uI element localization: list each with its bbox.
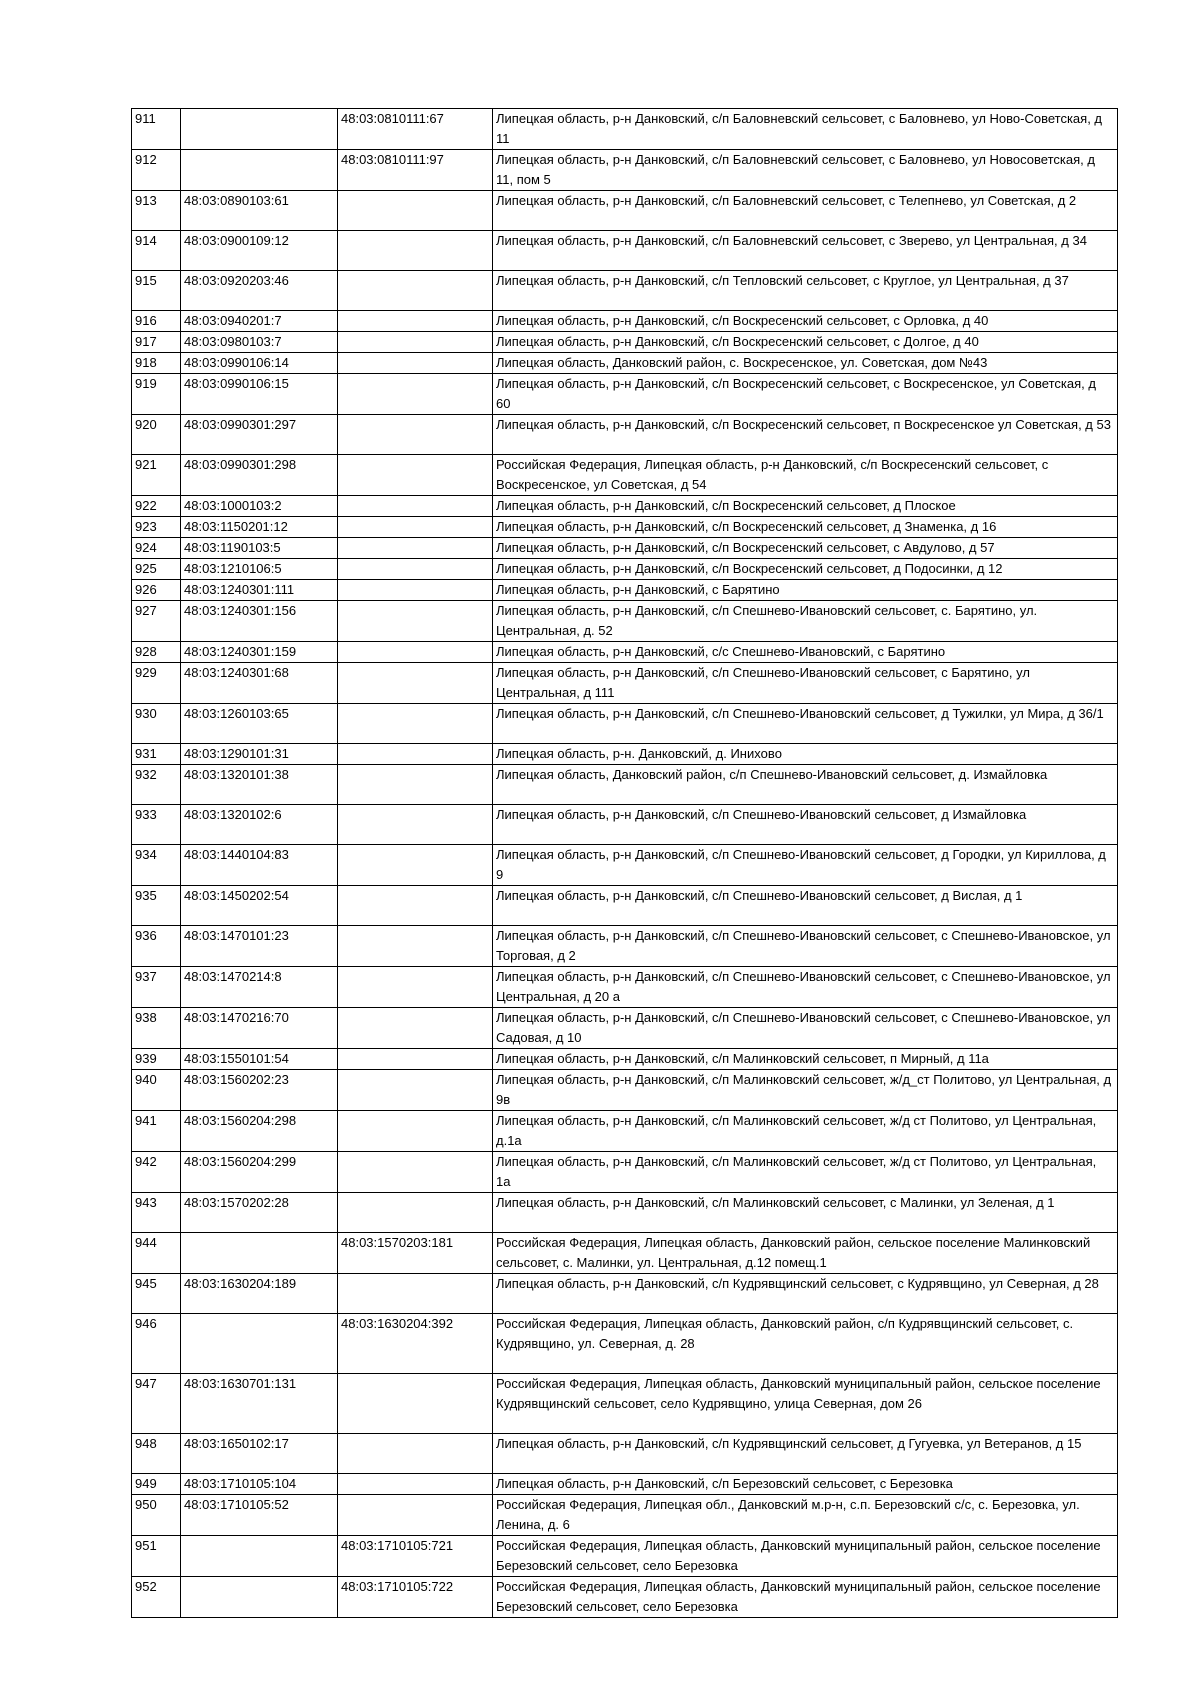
cadastral-number-primary-cell: 48:03:1470101:23 (181, 926, 338, 967)
cadastral-number-secondary-cell (338, 744, 493, 765)
row-number-cell: 934 (132, 845, 181, 886)
table-row (132, 765, 1118, 805)
cadastral-number-secondary-cell (338, 415, 493, 455)
table-row (132, 517, 1118, 538)
address-cell: Липецкая область, р-н Данковский, с/п Баловневский сельсовет, с Баловнево, ул Новосоветская, д 11, пом 5 (493, 150, 1118, 191)
address-cell: Липецкая область, р-н Данковский, с/п Баловневский сельсовет, с Зверево, ул Центральная, д 34 (493, 231, 1118, 271)
cadastral-number-primary-cell (181, 1536, 338, 1577)
cadastral-number-primary-cell: 48:03:1210106:5 (181, 559, 338, 580)
address-cell: Российская Федерация, Липецкая обл., Данковский м.р-н, с.п. Березовский с/с, с. Березовка, ул. Ленина, д. 6 (493, 1495, 1118, 1536)
row-number-cell: 915 (132, 271, 181, 311)
address-cell: Российская Федерация, Липецкая область, Данковский муниципальный район, сельское поселение Березовский сельсовет, село Березовка (493, 1577, 1118, 1618)
row-number-cell: 924 (132, 538, 181, 559)
address-cell: Липецкая область, р-н Данковский, с/п Спешнево-Ивановский сельсовет, с Спешнево-Ивановское, ул Садовая, д 10 (493, 1008, 1118, 1049)
address-cell: Российская Федерация, Липецкая область, Данковский район, с/п Кудрявщинский сельсовет, с. Кудрявщино, ул. Северная, д. 28 (493, 1314, 1118, 1374)
cadastral-number-primary-cell: 48:03:0990106:15 (181, 374, 338, 415)
cadastral-number-secondary-cell (338, 496, 493, 517)
address-cell: Липецкая область, р-н Данковский, с/п Воскресенский сельсовет, с Орловка, д 40 (493, 311, 1118, 332)
cadastral-number-primary-cell: 48:03:1000103:2 (181, 496, 338, 517)
table-row (132, 1314, 1118, 1374)
table-row (132, 496, 1118, 517)
cadastral-number-secondary-cell (338, 1193, 493, 1233)
table-row (132, 271, 1118, 311)
cadastral-number-primary-cell: 48:03:0990106:14 (181, 353, 338, 374)
cadastral-number-primary-cell: 48:03:1630701:131 (181, 1374, 338, 1434)
cadastral-number-secondary-cell (338, 1434, 493, 1474)
address-cell: Липецкая область, р-н Данковский, с/п Воскресенский сельсовет, с Авдулово, д 57 (493, 538, 1118, 559)
row-number-cell: 951 (132, 1536, 181, 1577)
cadastral-number-primary-cell: 48:03:0980103:7 (181, 332, 338, 353)
table-row (132, 967, 1118, 1008)
cadastral-number-primary-cell: 48:03:0890103:61 (181, 191, 338, 231)
cadastral-number-primary-cell: 48:03:1440104:83 (181, 845, 338, 886)
address-cell: Липецкая область, р-н Данковский, с/п Березовский сельсовет, с Березовка (493, 1474, 1118, 1495)
row-number-cell: 939 (132, 1049, 181, 1070)
cadastral-number-secondary-cell (338, 1152, 493, 1193)
table-row (132, 663, 1118, 704)
cadastral-number-secondary-cell (338, 886, 493, 926)
cadastral-number-primary-cell: 48:03:1320101:38 (181, 765, 338, 805)
table-row (132, 374, 1118, 415)
cadastral-number-secondary-cell (338, 765, 493, 805)
table-row (132, 1434, 1118, 1474)
row-number-cell: 946 (132, 1314, 181, 1374)
cadastral-number-secondary-cell: 48:03:1710105:721 (338, 1536, 493, 1577)
address-cell: Липецкая область, р-н Данковский, с/п Малинковский сельсовет, ж/д ст Политово, ул Центральная, 1а (493, 1152, 1118, 1193)
cadastral-number-secondary-cell (338, 353, 493, 374)
cadastral-number-primary-cell: 48:03:0920203:46 (181, 271, 338, 311)
cadastral-number-secondary-cell (338, 1070, 493, 1111)
table-row (132, 332, 1118, 353)
row-number-cell: 942 (132, 1152, 181, 1193)
cadastral-number-primary-cell: 48:03:1240301:68 (181, 663, 338, 704)
row-number-cell: 920 (132, 415, 181, 455)
cadastral-number-primary-cell (181, 1233, 338, 1274)
cadastral-number-primary-cell: 48:03:1560202:23 (181, 1070, 338, 1111)
row-number-cell: 932 (132, 765, 181, 805)
cadastral-number-primary-cell: 48:03:0990301:298 (181, 455, 338, 496)
cadastral-number-secondary-cell (338, 538, 493, 559)
table-row (132, 580, 1118, 601)
table-row (132, 926, 1118, 967)
row-number-cell: 923 (132, 517, 181, 538)
cadastral-number-secondary-cell: 48:03:0810111:67 (338, 109, 493, 150)
table-row (132, 1152, 1118, 1193)
row-number-cell: 914 (132, 231, 181, 271)
address-cell: Липецкая область, р-н Данковский, с/п Спешнево-Ивановский сельсовет, д Тужилки, ул Мира, д 36/1 (493, 704, 1118, 744)
address-cell: Липецкая область, р-н Данковский, с/п Воскресенский сельсовет, с Воскресенское, ул Советская, д 60 (493, 374, 1118, 415)
cadastral-number-secondary-cell: 48:03:1710105:722 (338, 1577, 493, 1618)
row-number-cell: 917 (132, 332, 181, 353)
table-row (132, 415, 1118, 455)
row-number-cell: 937 (132, 967, 181, 1008)
cadastral-number-primary-cell (181, 150, 338, 191)
table-row (132, 353, 1118, 374)
cadastral-number-secondary-cell (338, 704, 493, 744)
address-cell: Липецкая область, р-н Данковский, с/п Спешнево-Ивановский сельсовет, с Спешнево-Ивановское, ул Торговая, д 2 (493, 926, 1118, 967)
cadastral-number-secondary-cell: 48:03:1570203:181 (338, 1233, 493, 1274)
address-cell: Липецкая область, Данковский район, с. Воскресенское, ул. Советская, дом №43 (493, 353, 1118, 374)
cadastral-number-secondary-cell (338, 663, 493, 704)
cadastral-number-primary-cell: 48:03:1560204:298 (181, 1111, 338, 1152)
cadastral-number-secondary-cell (338, 845, 493, 886)
table-row (132, 642, 1118, 663)
row-number-cell: 940 (132, 1070, 181, 1111)
row-number-cell: 911 (132, 109, 181, 150)
address-cell: Липецкая область, р-н Данковский, с/п Баловневский сельсовет, с Телепнево, ул Советская, д 2 (493, 191, 1118, 231)
cadastral-number-secondary-cell (338, 517, 493, 538)
cadastral-number-primary-cell: 48:03:0940201:7 (181, 311, 338, 332)
cadastral-number-primary-cell: 48:03:1630204:189 (181, 1274, 338, 1314)
cadastral-number-secondary-cell (338, 231, 493, 271)
table-row (132, 744, 1118, 765)
cadastral-number-secondary-cell (338, 1274, 493, 1314)
row-number-cell: 950 (132, 1495, 181, 1536)
cadastral-number-secondary-cell (338, 455, 493, 496)
address-cell: Российская Федерация, Липецкая область, Данковский муниципальный район, сельское поселение Березовский сельсовет, село Березовка (493, 1536, 1118, 1577)
table-row (132, 538, 1118, 559)
row-number-cell: 947 (132, 1374, 181, 1434)
cadastral-number-primary-cell: 48:03:1570202:28 (181, 1193, 338, 1233)
cadastral-number-secondary-cell (338, 1008, 493, 1049)
cadastral-number-secondary-cell (338, 1374, 493, 1434)
address-cell: Липецкая область, р-н Данковский, с/п Кудрявщинский сельсовет, с Кудрявщино, ул Северная, д 28 (493, 1274, 1118, 1314)
table-row (132, 231, 1118, 271)
row-number-cell: 952 (132, 1577, 181, 1618)
row-number-cell: 933 (132, 805, 181, 845)
cadastral-number-secondary-cell (338, 1049, 493, 1070)
row-number-cell: 929 (132, 663, 181, 704)
address-cell: Липецкая область, р-н Данковский, с/п Воскресенский сельсовет, п Воскресенское ул Советская, д 53 (493, 415, 1118, 455)
table-row (132, 1111, 1118, 1152)
cadastral-number-primary-cell: 48:03:1470214:8 (181, 967, 338, 1008)
cadastral-number-secondary-cell (338, 374, 493, 415)
table-row (132, 704, 1118, 744)
table-row (132, 1070, 1118, 1111)
row-number-cell: 912 (132, 150, 181, 191)
address-cell: Липецкая область, р-н Данковский, с Барятино (493, 580, 1118, 601)
table-row (132, 1233, 1118, 1274)
cadastral-number-secondary-cell (338, 1495, 493, 1536)
table-row (132, 886, 1118, 926)
cadastral-number-secondary-cell (338, 642, 493, 663)
cadastral-number-secondary-cell (338, 311, 493, 332)
address-cell: Российская Федерация, Липецкая область, Данковский муниципальный район, сельское поселение Кудрявщинский сельсовет, село Кудрявщино, улица Северная, дом 26 (493, 1374, 1118, 1434)
address-cell: Липецкая область, р-н Данковский, с/п Воскресенский сельсовет, д Подосинки, д 12 (493, 559, 1118, 580)
row-number-cell: 921 (132, 455, 181, 496)
cadastral-number-secondary-cell (338, 1111, 493, 1152)
table-row (132, 1577, 1118, 1618)
cadastral-number-primary-cell: 48:03:1450202:54 (181, 886, 338, 926)
cadastral-number-secondary-cell (338, 601, 493, 642)
address-cell: Липецкая область, р-н Данковский, с/п Спешнево-Ивановский сельсовет, д Городки, ул Кириллова, д 9 (493, 845, 1118, 886)
cadastral-number-primary-cell (181, 109, 338, 150)
cadastral-number-secondary-cell (338, 332, 493, 353)
cadastral-number-primary-cell: 48:03:1650102:17 (181, 1434, 338, 1474)
row-number-cell: 919 (132, 374, 181, 415)
row-number-cell: 936 (132, 926, 181, 967)
cadastral-number-primary-cell: 48:03:1240301:159 (181, 642, 338, 663)
cadastral-number-primary-cell: 48:03:1150201:12 (181, 517, 338, 538)
table-row (132, 1049, 1118, 1070)
row-number-cell: 931 (132, 744, 181, 765)
cadastral-number-primary-cell (181, 1577, 338, 1618)
address-cell: Липецкая область, р-н Данковский, с/с Спешнево-Ивановский, с Барятино (493, 642, 1118, 663)
table-row (132, 559, 1118, 580)
cadastral-number-primary-cell: 48:03:1320102:6 (181, 805, 338, 845)
table-row (132, 311, 1118, 332)
table-row (132, 805, 1118, 845)
table-row (132, 1374, 1118, 1434)
row-number-cell: 913 (132, 191, 181, 231)
cadastral-number-primary-cell: 48:03:1550101:54 (181, 1049, 338, 1070)
cadastral-number-primary-cell: 48:03:1290101:31 (181, 744, 338, 765)
cadastral-number-secondary-cell (338, 191, 493, 231)
table-row (132, 845, 1118, 886)
address-cell: Российская Федерация, Липецкая область, Данковский район, сельское поселение Малинковский сельсовет, с. Малинки, ул. Центральная, д.12 помещ.1 (493, 1233, 1118, 1274)
address-cell: Липецкая область, р-н Данковский, с/п Малинковский сельсовет, ж/д_ст Политово, ул Центральная, д 9в (493, 1070, 1118, 1111)
row-number-cell: 916 (132, 311, 181, 332)
address-cell: Липецкая область, р-н Данковский, с/п Малинковский сельсовет, п Мирный, д 11а (493, 1049, 1118, 1070)
address-cell: Липецкая область, р-н Данковский, с/п Баловневский сельсовет, с Баловнево, ул Ново-Советская, д 11 (493, 109, 1118, 150)
cadastral-number-primary-cell: 48:03:1470216:70 (181, 1008, 338, 1049)
cadastral-number-secondary-cell: 48:03:0810111:97 (338, 150, 493, 191)
address-cell: Липецкая область, р-н Данковский, с/п Воскресенский сельсовет, д Плоское (493, 496, 1118, 517)
row-number-cell: 926 (132, 580, 181, 601)
cadastral-number-secondary-cell (338, 1474, 493, 1495)
table-row (132, 601, 1118, 642)
row-number-cell: 941 (132, 1111, 181, 1152)
address-cell: Липецкая область, р-н Данковский, с/п Малинковский сельсовет, ж/д ст Политово, ул Центральная, д.1а (493, 1111, 1118, 1152)
address-cell: Липецкая область, Данковский район, с/п Спешнево-Ивановский сельсовет, д. Измайловка (493, 765, 1118, 805)
table-row (132, 1008, 1118, 1049)
table-row (132, 455, 1118, 496)
address-cell: Российская Федерация, Липецкая область, р-н Данковский, с/п Воскресенский сельсовет, с Воскресенское, ул Советская, д 54 (493, 455, 1118, 496)
table-row (132, 1474, 1118, 1495)
address-cell: Липецкая область, р-н Данковский, с/п Малинковский сельсовет, с Малинки, ул Зеленая, д 1 (493, 1193, 1118, 1233)
row-number-cell: 935 (132, 886, 181, 926)
address-cell: Липецкая область, р-н Данковский, с/п Воскресенский сельсовет, д Знаменка, д 16 (493, 517, 1118, 538)
row-number-cell: 918 (132, 353, 181, 374)
cadastral-number-secondary-cell (338, 271, 493, 311)
table-row (132, 191, 1118, 231)
cadastral-number-secondary-cell: 48:03:1630204:392 (338, 1314, 493, 1374)
table-row (132, 109, 1118, 150)
address-cell: Липецкая область, р-н Данковский, с/п Спешнево-Ивановский сельсовет, д Измайловка (493, 805, 1118, 845)
row-number-cell: 943 (132, 1193, 181, 1233)
row-number-cell: 922 (132, 496, 181, 517)
row-number-cell: 938 (132, 1008, 181, 1049)
address-cell: Липецкая область, р-н Данковский, с/п Спешнево-Ивановский сельсовет, с Барятино, ул Центральная, д 111 (493, 663, 1118, 704)
table-row (132, 1495, 1118, 1536)
cadastral-number-primary-cell: 48:03:0990301:297 (181, 415, 338, 455)
cadastral-number-primary-cell: 48:03:1190103:5 (181, 538, 338, 559)
cadastral-number-secondary-cell (338, 559, 493, 580)
address-cell: Липецкая область, р-н Данковский, с/п Кудрявщинский сельсовет, д Гугуевка, ул Ветеранов, д 15 (493, 1434, 1118, 1474)
table-row (132, 1536, 1118, 1577)
property-table (131, 108, 1118, 1618)
cadastral-number-primary-cell: 48:03:1240301:111 (181, 580, 338, 601)
table-row (132, 150, 1118, 191)
cadastral-number-primary-cell: 48:03:1710105:52 (181, 1495, 338, 1536)
row-number-cell: 930 (132, 704, 181, 744)
row-number-cell: 925 (132, 559, 181, 580)
address-cell: Липецкая область, р-н Данковский, с/п Спешнево-Ивановский сельсовет, д Вислая, д 1 (493, 886, 1118, 926)
row-number-cell: 944 (132, 1233, 181, 1274)
cadastral-number-primary-cell: 48:03:1710105:104 (181, 1474, 338, 1495)
row-number-cell: 945 (132, 1274, 181, 1314)
cadastral-number-primary-cell: 48:03:1260103:65 (181, 704, 338, 744)
address-cell: Липецкая область, р-н Данковский, с/п Спешнево-Ивановский сельсовет, с. Барятино, ул. Центральная, д. 52 (493, 601, 1118, 642)
cadastral-number-secondary-cell (338, 805, 493, 845)
cadastral-number-secondary-cell (338, 580, 493, 601)
row-number-cell: 927 (132, 601, 181, 642)
address-cell: Липецкая область, р-н. Данковский, д. Иниховo (493, 744, 1118, 765)
table-row (132, 1193, 1118, 1233)
row-number-cell: 949 (132, 1474, 181, 1495)
row-number-cell: 948 (132, 1434, 181, 1474)
table-body (132, 109, 1118, 1618)
cadastral-number-primary-cell: 48:03:1240301:156 (181, 601, 338, 642)
address-cell: Липецкая область, р-н Данковский, с/п Воскресенский сельсовет, с Долгое, д 40 (493, 332, 1118, 353)
address-cell: Липецкая область, р-н Данковский, с/п Спешнево-Ивановский сельсовет, с Спешнево-Ивановское, ул Центральная, д 20 а (493, 967, 1118, 1008)
table-row (132, 1274, 1118, 1314)
cadastral-number-secondary-cell (338, 926, 493, 967)
cadastral-number-secondary-cell (338, 967, 493, 1008)
cadastral-number-primary-cell: 48:03:1560204:299 (181, 1152, 338, 1193)
address-cell: Липецкая область, р-н Данковский, с/п Тепловский сельсовет, с Круглое, ул Центральная, д 37 (493, 271, 1118, 311)
cadastral-number-primary-cell: 48:03:0900109:12 (181, 231, 338, 271)
row-number-cell: 928 (132, 642, 181, 663)
cadastral-number-primary-cell (181, 1314, 338, 1374)
